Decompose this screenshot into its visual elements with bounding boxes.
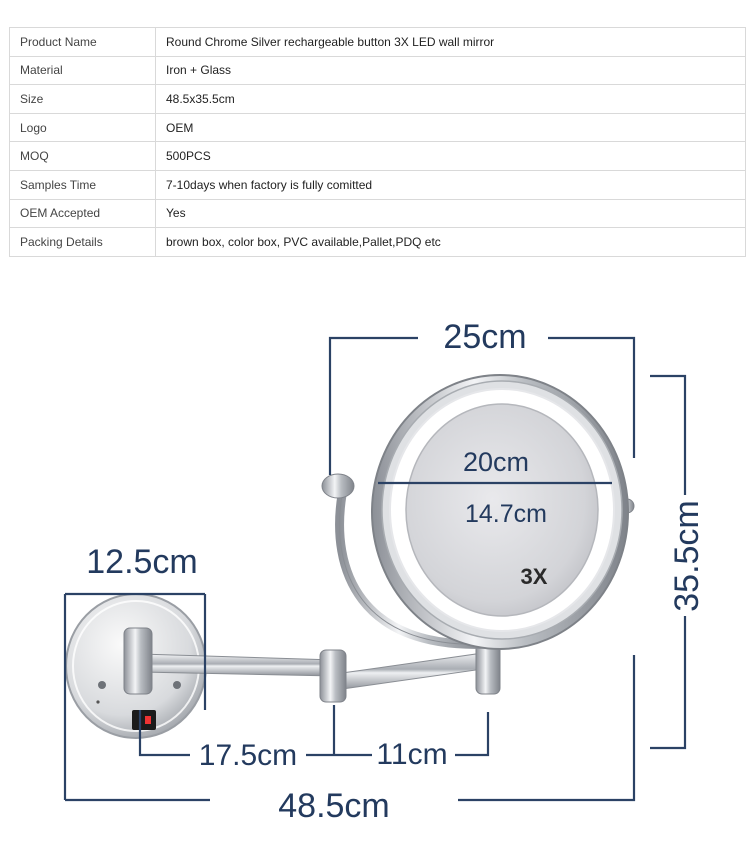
spec-label: Material [10,56,156,85]
table-row [10,142,746,171]
spec-value: 500PCS [156,142,746,171]
spec-value: Iron + Glass [156,56,746,85]
dimension-label-height: 35.5cm [668,500,706,612]
table-row [10,228,746,257]
table-row [10,199,746,228]
dimension-label-arm-second: 11cm [376,738,448,771]
table-row [10,85,746,114]
spec-value: brown box, color box, PVC available,Pallet,PDQ etc [156,228,746,257]
dimension-label-base: 12.5cm [86,543,198,581]
dimension-label-mirror-diameter: 20cm [462,447,530,477]
table-row [10,28,746,57]
magnification-label: 3X [520,564,548,589]
spec-label: Packing Details [10,228,156,257]
screw-icon [98,681,106,689]
dimension-label-arm-first: 17.5cm [198,739,298,772]
dimension-label-width: 25cm [443,318,527,356]
dimension-label-inner-diameter: 14.7cm [465,500,547,528]
spec-label: Size [10,85,156,114]
spec-table [9,27,746,257]
spec-value: OEM [156,113,746,142]
table-row [10,113,746,142]
spec-value: Round Chrome Silver rechargeable button 3X LED wall mirror [156,28,746,57]
dimension-label-total: 48.5cm [278,787,390,825]
table-row [10,170,746,199]
spec-value: 7-10days when factory is fully comitted [156,170,746,199]
spec-label: MOQ [10,142,156,171]
spec-value: Yes [156,199,746,228]
spec-value: 48.5x35.5cm [156,85,746,114]
screw-icon [173,681,181,689]
spec-label: OEM Accepted [10,199,156,228]
power-switch [132,710,156,730]
spec-label: Logo [10,113,156,142]
table-row [10,56,746,85]
spec-label: Product Name [10,28,156,57]
mirror-dimension-drawing [0,290,750,856]
spec-label: Samples Time [10,170,156,199]
